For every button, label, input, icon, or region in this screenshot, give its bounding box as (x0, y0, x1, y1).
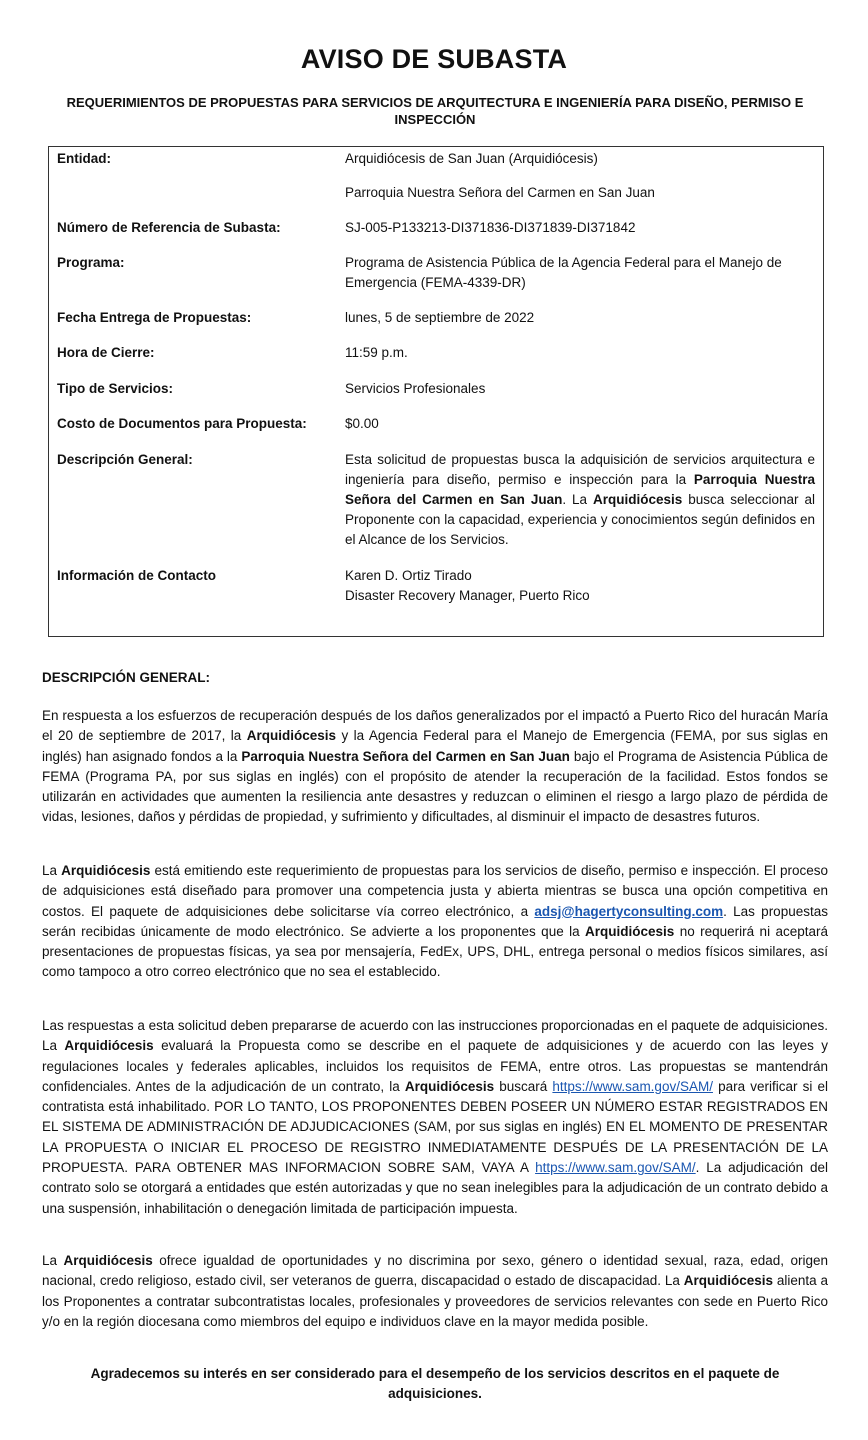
p4-text-c: ofrece igualdad de oportunidades y no discrimina por sexo, género o identidad sexual, raza, edad, origen nacional, credo religioso, estado civil, ser veteranos de guerra, discapacidad o estado de discapacidad. La (42, 1253, 828, 1289)
sam-link-2[interactable]: https://www.sam.gov/SAM/ (535, 1160, 696, 1176)
p1-archdiocese-bold: Arquidiócesis (246, 728, 337, 744)
costo-value: $0.00 (345, 416, 379, 431)
p4-archdiocese-bold-2: Arquidiócesis (683, 1273, 773, 1289)
contacto-label: Información de Contacto (57, 568, 217, 583)
paragraph-1 (42, 706, 828, 828)
p3-text-e: buscará (494, 1078, 553, 1094)
p4-text-e: alienta a los Proponentes a contratar subcontratistas locales, profesionales y proveedores de servicios relevantes con sede en Puerto Rico y/o en la región diocesana como miembros del equipo e individuos clave en la mayor medida posible. (42, 1273, 828, 1329)
descripcion-label: Descripción General: (57, 452, 193, 467)
p1-text-e: bajo el Programa de Asistencia Pública de FEMA (Programa PA, por sus siglas en inglés) con el propósito de atender la recuperación de la facilidad. Estos fondos se utilizarán en actividades que aumenten la resiliencia ante desastres y reduzcan o eliminen el riesgo a largo plazo de pérdida de vidas, lesiones, daños y pérdidas de propiedad, y sufrimiento y dificultades, al disminuir el impacto de desastres futuros. (42, 748, 829, 825)
p2-text-a: La (42, 863, 62, 878)
p4-archdiocese-bold: Arquidiócesis (63, 1253, 153, 1268)
entidad-value (345, 149, 815, 203)
contact-email-link[interactable]: adsj@hagertyconsulting.com (534, 903, 724, 919)
p3-text-c: evaluará la Propuesta como se describe en el paquete de adquisiciones y de acuerdo con las leyes y regulaciones locales y federales aplicables, incluidos los requisitos de FEMA, entre otros. Las propuestas se mantendrán confidenciales. Antes de la adjudicación de un contrato, la (42, 1038, 828, 1094)
descripcion-text-1: Esta solicitud de propuestas busca la adquisición de servicios arquitectura e ingeniería para diseño, permiso e inspección para la (345, 452, 815, 487)
contacto-value (345, 566, 815, 606)
p1-text-a: En respuesta a los esfuerzos de recuperación después de los daños generalizados por el impactó a Puerto Rico del huracán María el 20 de septiembre de 2017, la (42, 708, 828, 744)
tipo-label: Tipo de Servicios: (57, 381, 174, 396)
section-heading: DESCRIPCIÓN GENERAL: (42, 670, 211, 685)
hora-value: 11:59 p.m. (345, 345, 408, 360)
sam-link-1[interactable]: https://www.sam.gov/SAM/ (552, 1078, 713, 1094)
entidad-label: Entidad: (57, 151, 111, 166)
costo-label: Costo de Documentos para Propuesta: (57, 416, 307, 431)
referencia-value: SJ-005-P133213-DI371836-DI371839-DI371842 (345, 220, 636, 235)
p2-archdiocese-bold-2: Arquidiócesis (585, 923, 675, 939)
fecha-label: Fecha Entrega de Propuestas: (57, 310, 252, 325)
hora-label: Hora de Cierre: (57, 345, 155, 360)
p3-archdiocese-bold: Arquidiócesis (64, 1038, 154, 1054)
contacto-name: Karen D. Ortiz Tirado (345, 568, 472, 583)
closing-statement: Agradecemos su interés en ser considerado para el desempeño de los servicios descritos en el paquete de adquisiciones. (90, 1366, 780, 1401)
descripcion-text-2: . La (562, 492, 594, 507)
paragraph-4 (42, 1251, 828, 1332)
p2-text-f: no requerirá ni aceptará presentaciones de propuestas físicas, ya sea por mensajería, FedEx, UPS, DHL, entrega personal o medios físicos similares, así como tampoco a otro correo electrónico que no sea el establecido. (42, 923, 829, 980)
programa-label: Programa: (57, 255, 125, 270)
fecha-value: lunes, 5 de septiembre de 2022 (345, 310, 535, 325)
document-title: AVISO DE SUBASTA (300, 44, 568, 74)
entidad-value-archdiocese: Arquidiócesis de San Juan (Arquidiócesis) (345, 151, 598, 166)
document-subtitle: REQUERIMIENTOS DE PROPUESTAS PARA SERVICIOS DE ARQUITECTURA E INGENIERÍA PARA DISEÑO, PERMISO E INSPECCIÓN (66, 95, 804, 127)
p2-text-d: . Las propuestas serán recibidas únicamente de modo electrónico. Se advierte a los proponentes que la (42, 903, 828, 939)
p1-text-c: y la Agencia Federal para el Manejo de Emergencia (FEMA, por sus siglas en inglés) han asignado fondos a la (42, 728, 828, 764)
descripcion-text-3: busca seleccionar al Proponente con la capacidad, experiencia y conocimientos según definidos en el Alcance de los Servicios. (345, 492, 815, 547)
p2-text-c: está emitiendo este requerimiento de propuestas para los servicios de diseño, permiso e inspección. El proceso de adquisiciones está diseñado para promover una competencia justa y abierta mientras se busca una opción competitiva en costos. El paquete de adquisiciones debe solicitarse vía correo electrónico, a (42, 863, 828, 919)
entidad-value-parish: Parroquia Nuestra Señora del Carmen en San Juan (345, 185, 655, 200)
p1-parish-bold: Parroquia Nuestra Señora del Carmen en San Juan (241, 748, 570, 764)
p3-text-a: Las respuestas a esta solicitud deben prepararse de acuerdo con las instrucciones proporcionadas en el paquete de adquisiciones. La (42, 1018, 828, 1054)
descripcion-value (345, 450, 815, 550)
bid-info-table (48, 146, 824, 637)
paragraph-2 (42, 861, 828, 983)
p2-archdiocese-bold: Arquidiócesis (61, 863, 151, 878)
tipo-value: Servicios Profesionales (345, 381, 486, 396)
p3-text-f: para verificar si el contratista está inhabilitado. POR LO TANTO, LOS PROPONENTES DEBEN POSEER UN NÚMERO ESTAR REGISTRADOS EN EL SISTEMA DE ADMINISTRACIÓN DE ADJUDICACIONES (SAM, por sus siglas en inglés) EN EL MOMENTO DE PRESENTAR LA PROPUESTA O INICIAR EL PROCESO DE REGISTRO INMEDIATAMENTE DESPUÉS DE LA PRESENTACIÓN DE LA PROPUESTA. PARA OBTENER MAS INFORMACION SOBRE SAM, VAYA A (42, 1078, 828, 1176)
paragraph-3 (42, 1016, 828, 1219)
descripcion-parish-bold: Parroquia Nuestra Señora del Carmen en San Juan (345, 472, 815, 507)
referencia-label: Número de Referencia de Subasta: (57, 220, 281, 235)
descripcion-archdiocese-bold: Arquidiócesis (593, 492, 683, 507)
contacto-role: Disaster Recovery Manager, Puerto Rico (345, 588, 590, 603)
p3-archdiocese-bold-2: Arquidiócesis (404, 1078, 495, 1094)
programa-value: Programa de Asistencia Pública de la Agencia Federal para el Manejo de Emergencia (FEMA-4339-DR) (345, 255, 782, 290)
p4-text-a: La (42, 1253, 64, 1268)
p3-text-g: . La adjudicación del contrato solo se otorgará a entidades que estén autorizadas y que no sean inelegibles para la adjudicación de un contrato debido a una suspensión, inhabilitación o denegación limitada de participación impuesta. (42, 1160, 828, 1216)
